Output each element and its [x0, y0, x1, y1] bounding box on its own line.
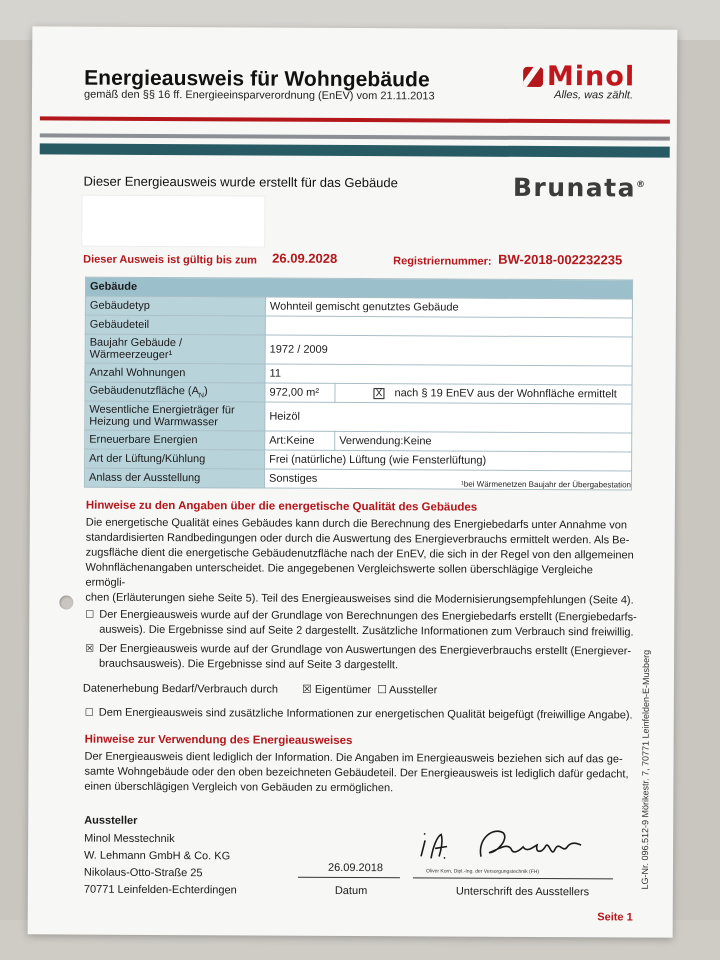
valid-until-label: Dieser Ausweis ist gültig bis zum — [83, 253, 258, 267]
renewable-use: Verwendung:Keine — [335, 432, 632, 453]
signature-label: Unterschrift des Ausstellers — [455, 885, 590, 899]
area-note-text: nach § 19 EnEV aus der Wohnfläche ermittelt — [394, 387, 617, 401]
grey-stripe — [40, 133, 670, 140]
additional-info-option — [85, 706, 637, 724]
quality-paragraph: Die energetische Qualität eines Gebäudes kann durch die Berechnung des Energiebedarfs unter Annahme von standardisierten Randbedingungen oder durch die Auswertung des Energieverbrauchs ermittelt werden. Als Be- zugsfläche dient die energetische Gebäudenutzfläche nach der EnEV, die sich in der Regel von den allgemeinen Wohnflächenangaben unterscheidet. Die angegebenen Vergleichswerte sollen überschlägige Vergleiche ermögli- chen (Erläuterungen siehe Seite 5). Teil des Energieausweises sind die Modernisierungsempfehlungen (Seite 4). — [85, 516, 634, 607]
usable-area-label: Gebäudenutzfläche $(A_N)$ — [85, 382, 265, 402]
data-collection-row — [82, 682, 637, 700]
building-type-label: Gebäudetyp — [85, 296, 265, 316]
minol-logo-icon — [523, 66, 543, 86]
handwritten-signature — [411, 818, 611, 869]
created-for-text: Dieser Energieausweis wurde erstellt für das Gebäude — [83, 173, 398, 191]
table-row — [85, 334, 632, 366]
demand-option — [85, 608, 637, 641]
building-part-label: Gebäudeteil — [85, 315, 265, 335]
consumption-option-text: Der Energieausweis wurde auf der Grundlage von Auswertungen des Energieverbrauchs erstellt (Energiever- brauchsausweis). Die Ergebnisse sind auf Seite 3 dargestellt. — [99, 642, 632, 672]
issue-reason-label: Anlass der Ausstellung — [84, 468, 264, 488]
apartments-label: Anzahl Wohnungen — [85, 363, 265, 383]
issuer-city: 70771 Leinfelden-Echterdingen — [83, 883, 237, 897]
area-checkbox: X — [373, 388, 384, 399]
construction-year-value: 1972 / 2009 — [265, 335, 632, 366]
page-subtitle: gemäß den §§ 16 ff. Energieeinsparverordnung (EnEV) vom 21.11.2013 — [83, 88, 435, 103]
renewable-type: Art:Keine — [265, 431, 335, 450]
minol-logo — [523, 61, 635, 93]
signer-name: Oliver Korn, Dipl.-Ing. der Versorgungstechnik (FH) — [425, 868, 540, 875]
usable-area-note — [335, 383, 632, 404]
page-title: Energieausweis für Wohngebäude — [84, 66, 430, 92]
issuer-street: Nikolaus-Otto-Straße 25 — [83, 866, 203, 880]
energy-carrier-value: Heizöl — [265, 402, 632, 433]
additional-info-checkbox[interactable]: ☐ — [84, 707, 94, 719]
building-part-value — [265, 316, 632, 337]
usage-heading: Hinweise zur Verwendung des Energieausweises — [84, 733, 353, 748]
date-label: Datum — [334, 884, 368, 898]
teal-stripe — [40, 143, 670, 157]
punch-hole — [59, 595, 73, 609]
registration-number: BW-2018-002232235 — [498, 251, 623, 268]
energy-carrier-label: Wesentliche Energieträger für Heizung und Warmwasser — [85, 401, 265, 431]
owner-label: Eigentümer — [314, 683, 372, 697]
building-table — [84, 277, 633, 491]
red-stripe — [40, 116, 670, 123]
quality-heading: Hinweise zu den Angaben über die energetische Qualität des Gebäudes — [85, 499, 478, 514]
brunata-wordmark: Brunata — [512, 172, 637, 203]
brunata-registered-mark: ® — [636, 180, 647, 191]
page-number: Seite 1 — [597, 911, 633, 924]
energy-certificate-page — [28, 26, 678, 937]
date-line — [298, 877, 400, 879]
issuer-checkbox[interactable]: ☐ — [377, 684, 388, 697]
building-type-value: Wohnteil gemischt genutztes Gebäude — [265, 297, 632, 318]
building-heading: Gebäude — [85, 277, 632, 299]
owner-checkbox[interactable]: ☒ — [301, 683, 312, 696]
registration-label: Registriernummer: — [393, 255, 492, 268]
issue-date: 26.09.2018 — [327, 861, 384, 875]
construction-year-label: Baujahr Gebäude / Wärmeerzeuger¹ — [85, 334, 265, 364]
brunata-logo — [513, 173, 647, 203]
data-collection-label: Datenerhebung Bedarf/Verbrauch durch — [82, 682, 279, 696]
renewable-label: Erneuerbare Energien — [85, 430, 265, 450]
table-row — [85, 401, 632, 433]
minol-slogan: Alles, was zählt. — [554, 89, 634, 102]
demand-option-text: Der Energieausweis wurde auf der Grundlage von Berechnungen des Energiebedarfs erstellt (Energiebedarfs- ausweis). Die Ergebnisse sind auf Seite 2 dargestellt. Zusätzliche Informationen zum Verbrauch sind freiwillig. — [99, 608, 637, 639]
issuer-title: Aussteller — [84, 814, 138, 827]
additional-info-text: Dem Energieausweis sind zusätzliche Informationen zur energetischen Qualität beigefügt (freiwillige Angabe). — [98, 706, 633, 722]
issue-reason-value: Sonstiges — [264, 469, 631, 490]
minol-wordmark: Minol — [546, 61, 636, 93]
ventilation-label: Art der Lüftung/Kühlung — [85, 449, 265, 469]
table-footnote: ¹bei Wärmenetzen Baujahr der Übergabestation — [461, 479, 632, 490]
apartments-value: 11 — [265, 364, 632, 385]
valid-until-date: 26.09.2028 — [272, 250, 338, 266]
redacted-address — [81, 195, 265, 248]
usage-paragraph: Der Energieausweis dient lediglich der Information. Die Angaben im Energieausweis beziehen sich auf das ge- samte Wohngebäude oder den oben bezeichneten Gebäudeteil. Der Energieausweis ist lediglich dafür gedacht, einen überschlägigen Vergleich von Gebäuden zu ermöglichen. — [84, 750, 629, 795]
issuer-label: Aussteller — [388, 684, 438, 697]
ventilation-value: Frei (natürliche) Lüftung (wie Fensterlüftung) — [265, 450, 632, 471]
issuer-company-full: W. Lehmann GmbH & Co. KG — [84, 849, 231, 863]
issuer-company: Minol Messtechnik — [84, 832, 175, 846]
demand-checkbox[interactable]: ☐ — [85, 609, 95, 621]
consumption-option — [85, 642, 637, 675]
signature-line — [413, 877, 613, 879]
consumption-checkbox[interactable]: ☒ — [85, 643, 95, 655]
usable-area-value: 972,00 m² — [265, 383, 335, 403]
